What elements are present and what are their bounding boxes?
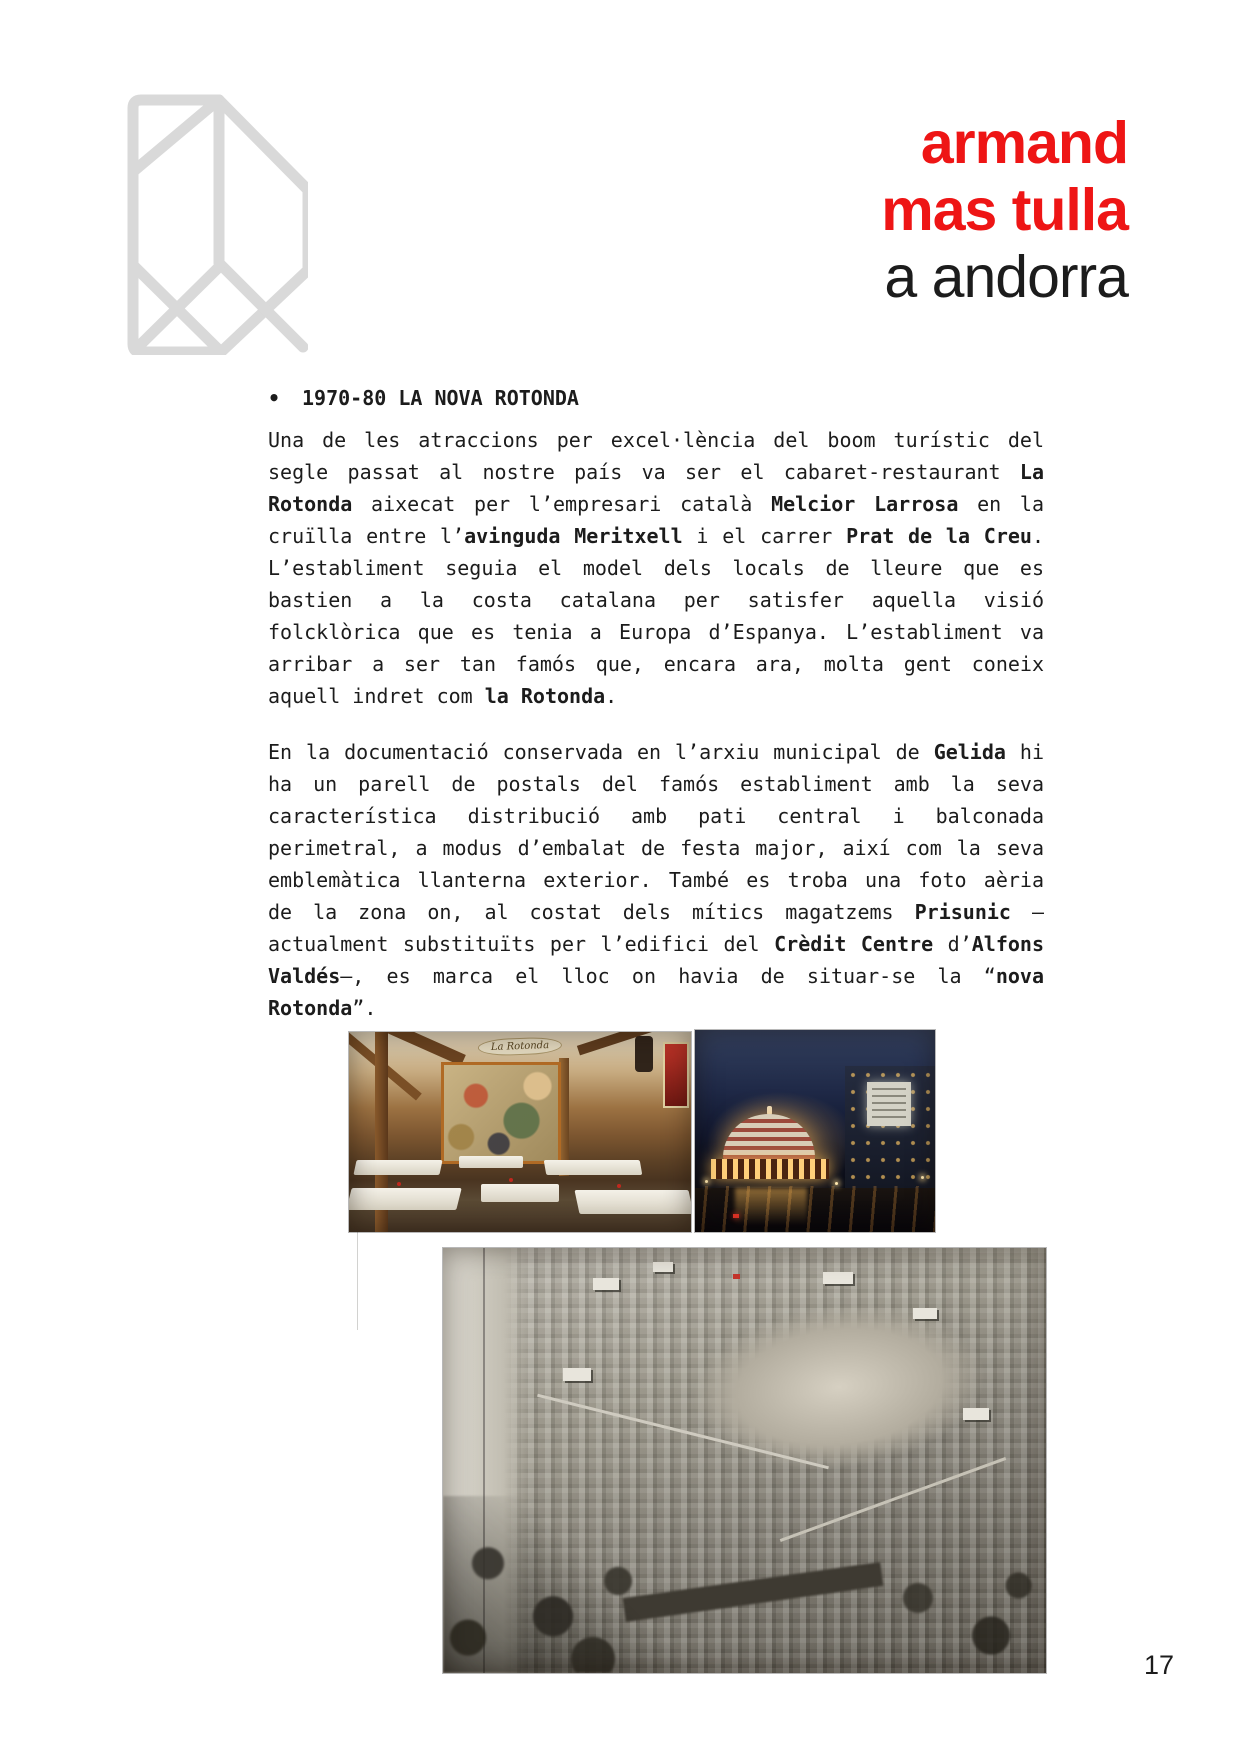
body-text-line: emblemàtica llanterna exterior. També es troba una foto aèria	[268, 868, 1044, 892]
body-text-line: perimetral, a modus d’embalat de festa major, així com la seva	[268, 836, 1044, 860]
page-number: 17	[1144, 1650, 1175, 1680]
photo-vignette	[443, 1248, 1046, 1673]
geometric-monogram-logo	[125, 92, 308, 355]
body-text-line: Rotonda”.	[268, 996, 377, 1020]
body-text-line: bastien a la costa catalana per satisfer aquella visió	[268, 588, 1044, 612]
photo-vignette	[349, 1032, 691, 1232]
photo-vignette	[695, 1030, 935, 1232]
photo-aerial-view	[443, 1248, 1046, 1673]
body-text-line: segle passat al nostre país va ser el cabaret-restaurant La	[268, 460, 1044, 484]
body-text-line: ha un parell de postals del famós establiment amb la seva	[268, 772, 1044, 796]
body-text-line: L’establiment seguia el model dels locals de lleure que es	[268, 556, 1044, 580]
paragraph	[268, 424, 1044, 712]
photo-restaurant-interior	[349, 1032, 691, 1232]
section-heading-text: 1970-80 LA NOVA ROTONDA	[302, 386, 579, 410]
section-heading	[268, 382, 1044, 414]
body-text-line: Rotonda aixecat per l’empresari català Melcior Larrosa en la	[268, 492, 1044, 516]
body-text-line: actualment substituïts per l’edifici del Crèdit Centre d’Alfons	[268, 932, 1044, 956]
title-line-a-andorra: a andorra	[884, 244, 1128, 310]
body-text-line: folcklòrica que es tenia a Europa d’Espanya. L’establiment va	[268, 620, 1044, 644]
paragraph	[268, 736, 1044, 1024]
body-text-line: arribar a ser tan famós que, encara ara, molta gent coneix	[268, 652, 1044, 676]
body-text-line: cruïlla entre l’avinguda Meritxell i el carrer Prat de la Creu.	[268, 524, 1044, 548]
body-text-line: Una de les atraccions per excel·lència del boom turístic del	[268, 428, 1044, 452]
title-line-armand: armand	[920, 110, 1128, 176]
bullet-icon: •	[268, 386, 281, 410]
body-text-line: de la zona on, al costat dels mítics magatzems Prisunic –	[268, 900, 1044, 924]
body-text-line: aquell indret com la Rotonda.	[268, 684, 618, 708]
logo-icon	[125, 92, 308, 355]
body-text-line: característica distribució amb pati central i balconada	[268, 804, 1044, 828]
body-text-line: En la documentació conservada en l’arxiu municipal de Gelida hi	[268, 740, 1044, 764]
photo-rotonda-night	[695, 1030, 935, 1232]
page-title	[881, 110, 1128, 311]
body-text-line: Valdés–, es marca el lloc on havia de situar-se la “nova	[268, 964, 1044, 988]
title-line-mas-tulla: mas tulla	[881, 177, 1128, 243]
restaurant-sign: La Rotonda	[478, 1037, 563, 1057]
